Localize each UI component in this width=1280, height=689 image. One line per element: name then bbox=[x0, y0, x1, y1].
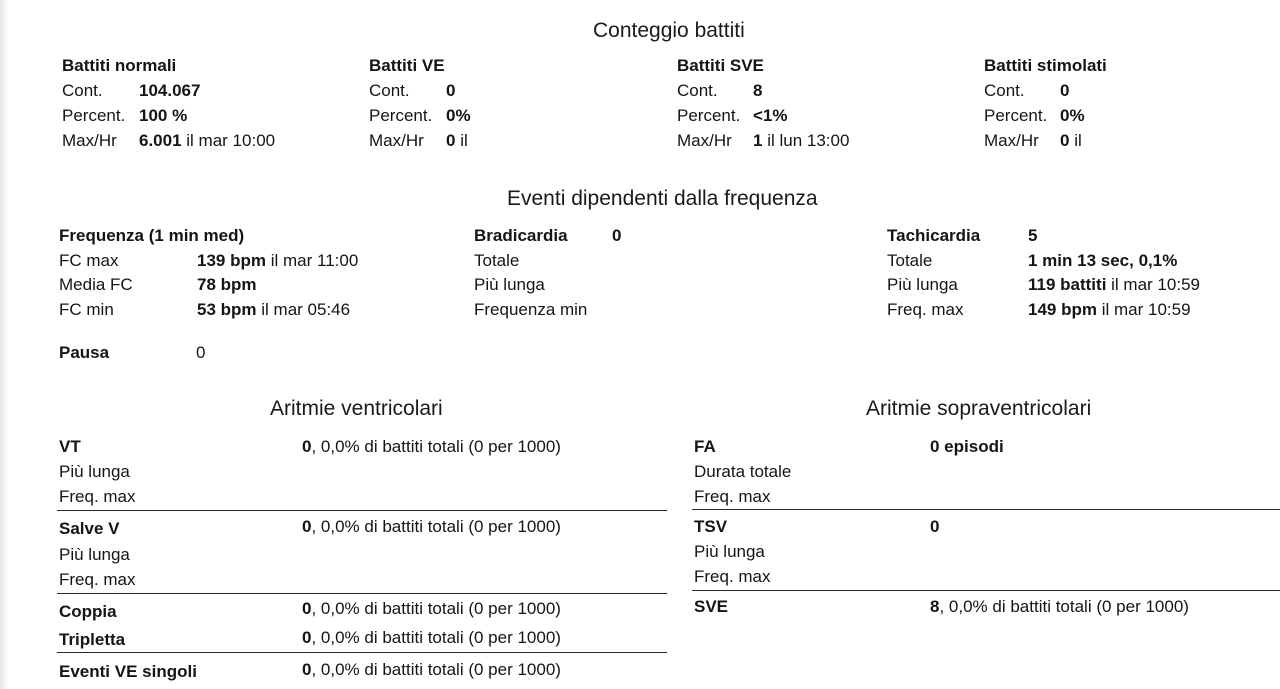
count-label: Cont. bbox=[984, 81, 1025, 100]
divider bbox=[57, 652, 667, 653]
rate-heading: Frequenza (1 min med) bbox=[59, 226, 245, 245]
triplet-value: 0 bbox=[302, 628, 312, 647]
tachy-total-label: Totale bbox=[887, 251, 933, 270]
triplet-detail: , 0,0% di battiti totali (0 per 1000) bbox=[311, 628, 561, 647]
ventricular-title: Aritmie ventricolari bbox=[270, 397, 443, 420]
column-heading: Battiti VE bbox=[369, 56, 445, 75]
maxhr-value: 0 bbox=[1060, 131, 1070, 150]
hr-avg-label: Media FC bbox=[59, 275, 133, 294]
vt-value: 0 bbox=[302, 437, 312, 456]
af-maxrate-label: Freq. max bbox=[694, 487, 771, 506]
scan-edge-shadow bbox=[0, 0, 8, 689]
beat-count-title: Conteggio battiti bbox=[593, 19, 745, 42]
salvos-value: 0 bbox=[302, 517, 312, 536]
vt-longest-label: Più lunga bbox=[59, 462, 130, 481]
column-heading: Battiti normali bbox=[62, 56, 177, 75]
hr-max-time: il mar 11:00 bbox=[270, 251, 359, 270]
maxhr-label: Max/Hr bbox=[984, 131, 1039, 150]
count-label: Cont. bbox=[369, 81, 410, 100]
hr-min-time: il mar 05:46 bbox=[261, 300, 351, 319]
percent-label: Percent. bbox=[677, 106, 741, 125]
af-total-label: Durata totale bbox=[694, 462, 792, 481]
percent-label: Percent. bbox=[984, 106, 1048, 125]
count-label: Cont. bbox=[677, 81, 718, 100]
tachy-count: 5 bbox=[1028, 226, 1038, 245]
maxhr-value: 6.001 bbox=[139, 131, 182, 150]
brady-longest-label: Più lunga bbox=[474, 275, 545, 294]
salvos-label: Salve V bbox=[59, 519, 120, 538]
percent-value: 100 % bbox=[139, 106, 188, 125]
divider bbox=[57, 593, 667, 594]
pause-label: Pausa bbox=[59, 343, 110, 362]
tachy-total-value: 1 min 13 sec, 0,1% bbox=[1028, 251, 1178, 270]
hr-max-value: 139 bpm bbox=[197, 251, 266, 270]
count-value: 8 bbox=[753, 81, 763, 100]
triplet-label: Tripletta bbox=[59, 630, 126, 649]
percent-value: 0% bbox=[446, 106, 471, 125]
tachy-maxrate-value: 149 bpm bbox=[1028, 300, 1097, 319]
count-value: 0 bbox=[446, 81, 456, 100]
tachy-longest-time: il mar 10:59 bbox=[1111, 275, 1200, 294]
tachy-longest-value: 119 battiti bbox=[1028, 275, 1107, 294]
couplet-label: Coppia bbox=[59, 602, 117, 621]
couplet-detail: , 0,0% di battiti totali (0 per 1000) bbox=[311, 599, 561, 618]
salvos-longest-label: Più lunga bbox=[59, 545, 130, 564]
hr-avg-value: 78 bpm bbox=[197, 275, 257, 294]
tachy-heading: Tachicardia bbox=[887, 226, 981, 245]
divider bbox=[692, 590, 1280, 591]
af-label: FA bbox=[694, 437, 716, 456]
vt-maxrate-label: Freq. max bbox=[59, 487, 136, 506]
svt-maxrate-label: Freq. max bbox=[694, 567, 771, 586]
sve-value: 8 bbox=[930, 597, 940, 616]
tachy-maxrate-time: il mar 10:59 bbox=[1101, 300, 1191, 319]
rate-events-title: Eventi dipendenti dalla frequenza bbox=[507, 187, 818, 210]
maxhr-label: Max/Hr bbox=[62, 131, 117, 150]
maxhr-time: il lun 13:00 bbox=[767, 131, 850, 150]
single-ve-detail: , 0,0% di battiti totali (0 per 1000) bbox=[311, 660, 561, 679]
maxhr-time: il bbox=[460, 131, 468, 150]
maxhr-time: il mar 10:00 bbox=[186, 131, 276, 150]
sve-detail: , 0,0% di battiti totali (0 per 1000) bbox=[939, 597, 1189, 616]
salvos-maxrate-label: Freq. max bbox=[59, 570, 136, 589]
maxhr-label: Max/Hr bbox=[677, 131, 732, 150]
brady-minrate-label: Frequenza min bbox=[474, 300, 588, 319]
svt-label: TSV bbox=[694, 517, 728, 536]
tachy-maxrate-label: Freq. max bbox=[887, 300, 964, 319]
divider bbox=[57, 510, 667, 511]
brady-total-label: Totale bbox=[474, 251, 520, 270]
hr-min-value: 53 bpm bbox=[197, 300, 257, 319]
hr-min-label: FC min bbox=[59, 300, 114, 319]
couplet-value: 0 bbox=[302, 599, 312, 618]
single-ve-label: Eventi VE singoli bbox=[59, 662, 197, 681]
divider bbox=[692, 509, 1280, 510]
maxhr-time: il bbox=[1074, 131, 1082, 150]
tachy-longest-label: Più lunga bbox=[887, 275, 958, 294]
vt-detail: , 0,0% di battiti totali (0 per 1000) bbox=[311, 437, 561, 456]
sve-label: SVE bbox=[694, 597, 729, 616]
supraventricular-title: Aritmie sopraventricolari bbox=[866, 397, 1092, 420]
column-heading: Battiti SVE bbox=[677, 56, 764, 75]
maxhr-value: 0 bbox=[446, 131, 456, 150]
af-value: 0 episodi bbox=[930, 437, 1004, 456]
hr-max-label: FC max bbox=[59, 251, 119, 270]
salvos-detail: , 0,0% di battiti totali (0 per 1000) bbox=[311, 517, 561, 536]
count-value: 104.067 bbox=[139, 81, 201, 100]
single-ve-value: 0 bbox=[302, 660, 312, 679]
svt-longest-label: Più lunga bbox=[694, 542, 765, 561]
percent-value: <1% bbox=[753, 106, 788, 125]
percent-label: Percent. bbox=[369, 106, 433, 125]
percent-label: Percent. bbox=[62, 106, 126, 125]
svt-value: 0 bbox=[930, 517, 940, 536]
maxhr-label: Max/Hr bbox=[369, 131, 424, 150]
count-value: 0 bbox=[1060, 81, 1070, 100]
maxhr-value: 1 bbox=[753, 131, 763, 150]
pause-value: 0 bbox=[196, 343, 206, 362]
vt-label: VT bbox=[59, 437, 81, 456]
brady-heading: Bradicardia bbox=[474, 226, 568, 245]
count-label: Cont. bbox=[62, 81, 103, 100]
percent-value: 0% bbox=[1060, 106, 1085, 125]
column-heading: Battiti stimolati bbox=[984, 56, 1107, 75]
brady-count: 0 bbox=[612, 226, 622, 245]
